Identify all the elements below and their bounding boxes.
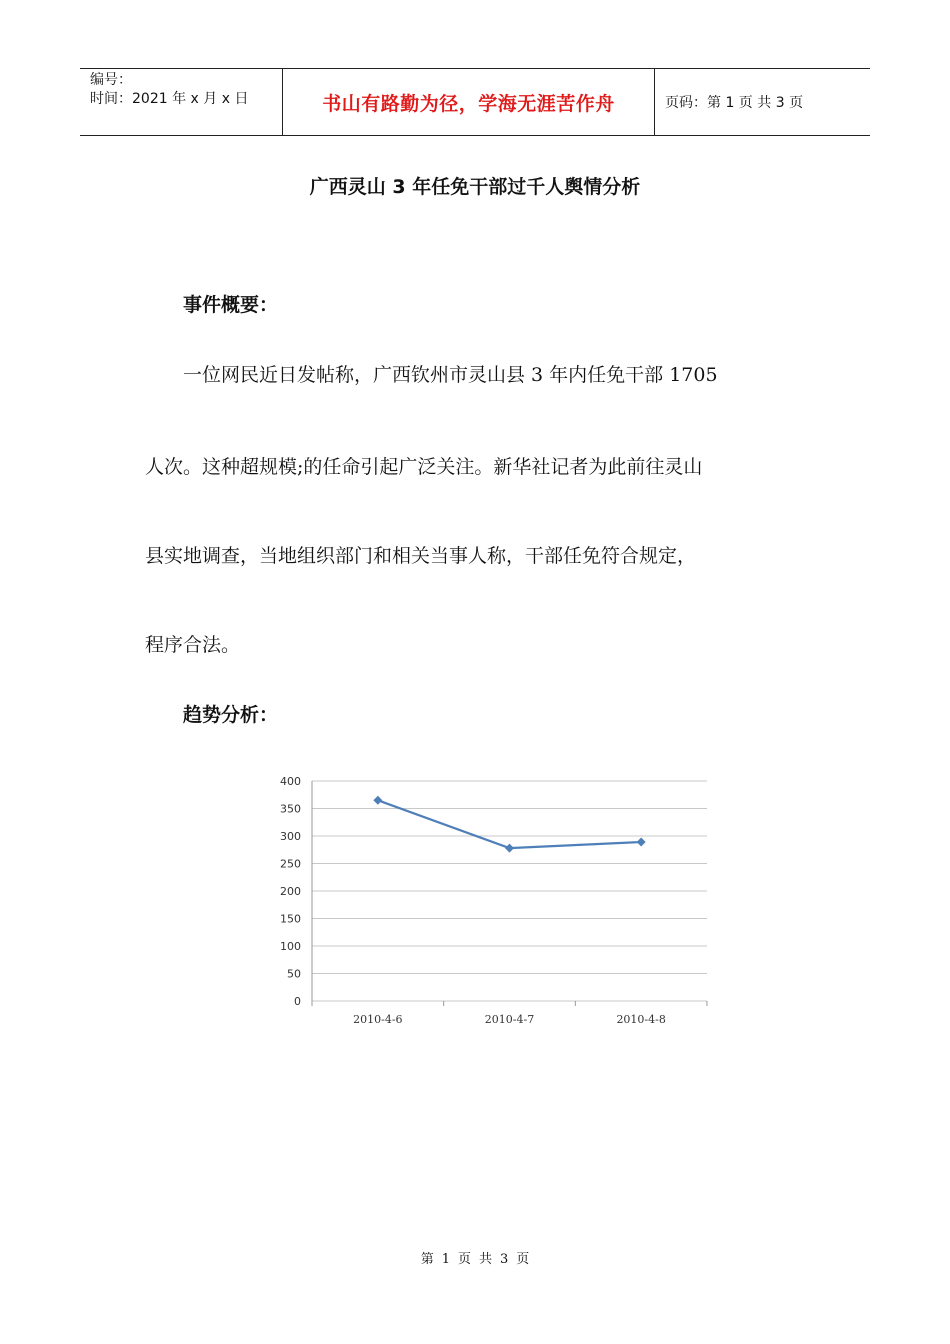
- y-tick-label-150: 150: [280, 912, 301, 926]
- header-page-info: 页码：第 1 页 共 3 页: [665, 95, 804, 111]
- y-tick-label-350: 350: [280, 802, 301, 816]
- y-tick-label-100: 100: [280, 940, 301, 953]
- header-meta: [80, 69, 282, 135]
- footer-suffix: 页: [516, 1252, 530, 1267]
- document-header: [80, 68, 870, 136]
- header-time-label: 时间：2021 年 x 月 x 日: [90, 91, 249, 107]
- x-tick-label-2: 2010-4-7: [484, 1013, 535, 1026]
- section-heading-summary: 事件概要：: [183, 294, 279, 316]
- x-tick-label-3: 2010-4-8: [616, 1013, 666, 1026]
- page-footer: [0, 1248, 950, 1267]
- y-tick-label-300: 300: [280, 830, 301, 843]
- header-number-label: 编号：: [90, 72, 132, 88]
- footer-current-page: 1: [441, 1252, 450, 1267]
- document-title: 广西灵山 3 年任免干部过千人舆情分析: [309, 176, 641, 198]
- paragraph-line-4: 程序合法。: [145, 634, 241, 656]
- x-tick-label-1: 2010-4-6: [353, 1013, 403, 1026]
- data-point-3: [637, 838, 646, 847]
- footer-page-word: 页: [457, 1252, 471, 1267]
- section-heading-trend: 趋势分析：: [183, 704, 279, 726]
- y-tick-label-250: 250: [280, 857, 301, 871]
- footer-total-word: 共: [479, 1252, 493, 1267]
- footer-total-pages: 3: [500, 1252, 509, 1267]
- series-line-1: [378, 800, 641, 848]
- y-tick-label-0: 0: [294, 995, 301, 1008]
- footer-prefix: 第: [420, 1252, 434, 1267]
- trend-line-chart: [270, 770, 720, 1040]
- paragraph-line-3: 县实地调查，当地组织部门和相关当事人称，干部任免符合规定，: [145, 545, 697, 567]
- paragraph-line-1: 一位网民近日发帖称，广西钦州市灵山县 3 年内任免干部 1705: [183, 364, 718, 386]
- chart-canvas: [270, 770, 720, 1040]
- data-point-2: [505, 844, 514, 853]
- paragraph-line-2: 人次。这种超规模;的任命引起广泛关注。新华社记者为此前往灵山: [145, 456, 703, 478]
- y-tick-label-400: 400: [280, 775, 301, 788]
- y-tick-label-200: 200: [280, 885, 301, 898]
- data-point-1: [373, 796, 382, 805]
- header-motto: 书山有路勤为径，学海无涯苦作舟: [282, 69, 655, 135]
- y-tick-label-50: 50: [287, 967, 301, 981]
